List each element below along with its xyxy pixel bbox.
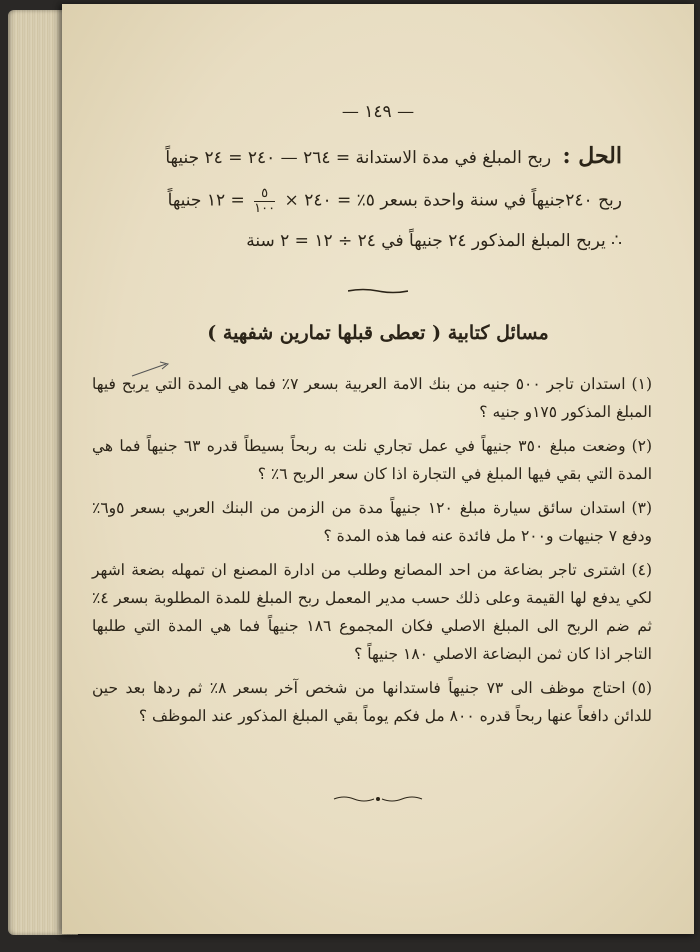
- problem-item: [92, 674, 652, 730]
- fraction: [254, 187, 275, 215]
- solution-line-1: [152, 140, 622, 173]
- divider-ornament: [348, 288, 408, 294]
- section-title: مسائل كتابية ( تعطى قبلها تمارين شفهية ): [207, 322, 549, 344]
- solution-heading: الحل :: [562, 143, 622, 169]
- solution-block: [152, 140, 622, 269]
- solution-line-2: [152, 187, 622, 215]
- problem-text: وضعت مبلغ ٣٥٠ جنيهاً في عمل تجاري نلت به ربحاً بسيطاً قدره ٦٣ جنيهاً فما هي المدة التي بقي فيها المبلغ في التجارة اذا كان سعر الربح ٦٪ ؟: [92, 437, 652, 483]
- problem-text: استدان تاجر ٥٠٠ جنيه من بنك الامة العربية بسعر ٧٪ فما هي المدة التي يربح فيها المبلغ المذكور ١٧٥و جنيه ؟: [92, 375, 652, 421]
- problem-list: [92, 370, 652, 736]
- problem-number: (٢): [631, 437, 653, 455]
- solution-line-2-prefix: ربح ٢٤٠جنيهاً في سنة واحدة بسعر ٥٪ = ٢٤٠ ×: [284, 190, 622, 211]
- problem-text: احتاج موظف الى ٧٣ جنيهاً فاستدانها من شخص آخر بسعر ٨٪ ثم ردها بعد حين للدائن دافعاً عنها ربحاً قدره ٨٠٠ مل فكم يوماً بقي المبلغ المذكور عند الموظف ؟: [92, 679, 652, 725]
- solution-line-1-text: ربح المبلغ في مدة الاستدانة = ٢٦٤ — ٢٤٠ = ٢٤ جنيهاً: [165, 148, 552, 168]
- book-page: [62, 4, 694, 934]
- solution-line-2-suffix: = ١٢ جنيهاً: [167, 190, 245, 211]
- problem-number: (٤): [631, 561, 652, 579]
- fraction-denominator: ١٠٠: [254, 200, 276, 216]
- problem-text: استدان سائق سيارة مبلغ ١٢٠ جنيهاً مدة من الزمن من البنك العربي بسعر ٥و٦٪ ودفع ٧ جنيهات و٢٠٠ مل فائدة عنه فما هذه المدة ؟: [92, 499, 652, 545]
- problem-item: [92, 370, 652, 426]
- fraction-numerator: ٥: [254, 187, 275, 202]
- problem-number: (٥): [631, 679, 652, 697]
- problem-text: اشترى تاجر بضاعة من احد المصانع وطلب من ادارة المصنع ان تمهله بضعة اشهر لكي يدفع لها القيمة وعلى ذلك حسب مدير المعمل ربح المبلغ للمدة المطلوبة بسعر ٤٪ ثم ضم الربح الى المبلغ الاصلي فكان المجموع ١٨٦ جنيهاً فما هي المدة التي طلبها التاجر اذا كان ثمن البضاعة الاصلي ١٨٠ جنيهاً ؟: [92, 561, 652, 663]
- problem-item: [92, 556, 652, 668]
- problem-item: [92, 432, 652, 488]
- end-ornament: [332, 794, 424, 804]
- problem-number: (٣): [631, 499, 652, 517]
- page-number: — ١٤٩ —: [341, 102, 415, 122]
- problem-number: (١): [631, 375, 652, 393]
- solution-line-3: ∴ يربح المبلغ المذكور ٢٤ جنيهاً في ٢٤ ÷ ١٢ = ٢ سنة: [246, 231, 622, 252]
- problem-item: [92, 494, 652, 550]
